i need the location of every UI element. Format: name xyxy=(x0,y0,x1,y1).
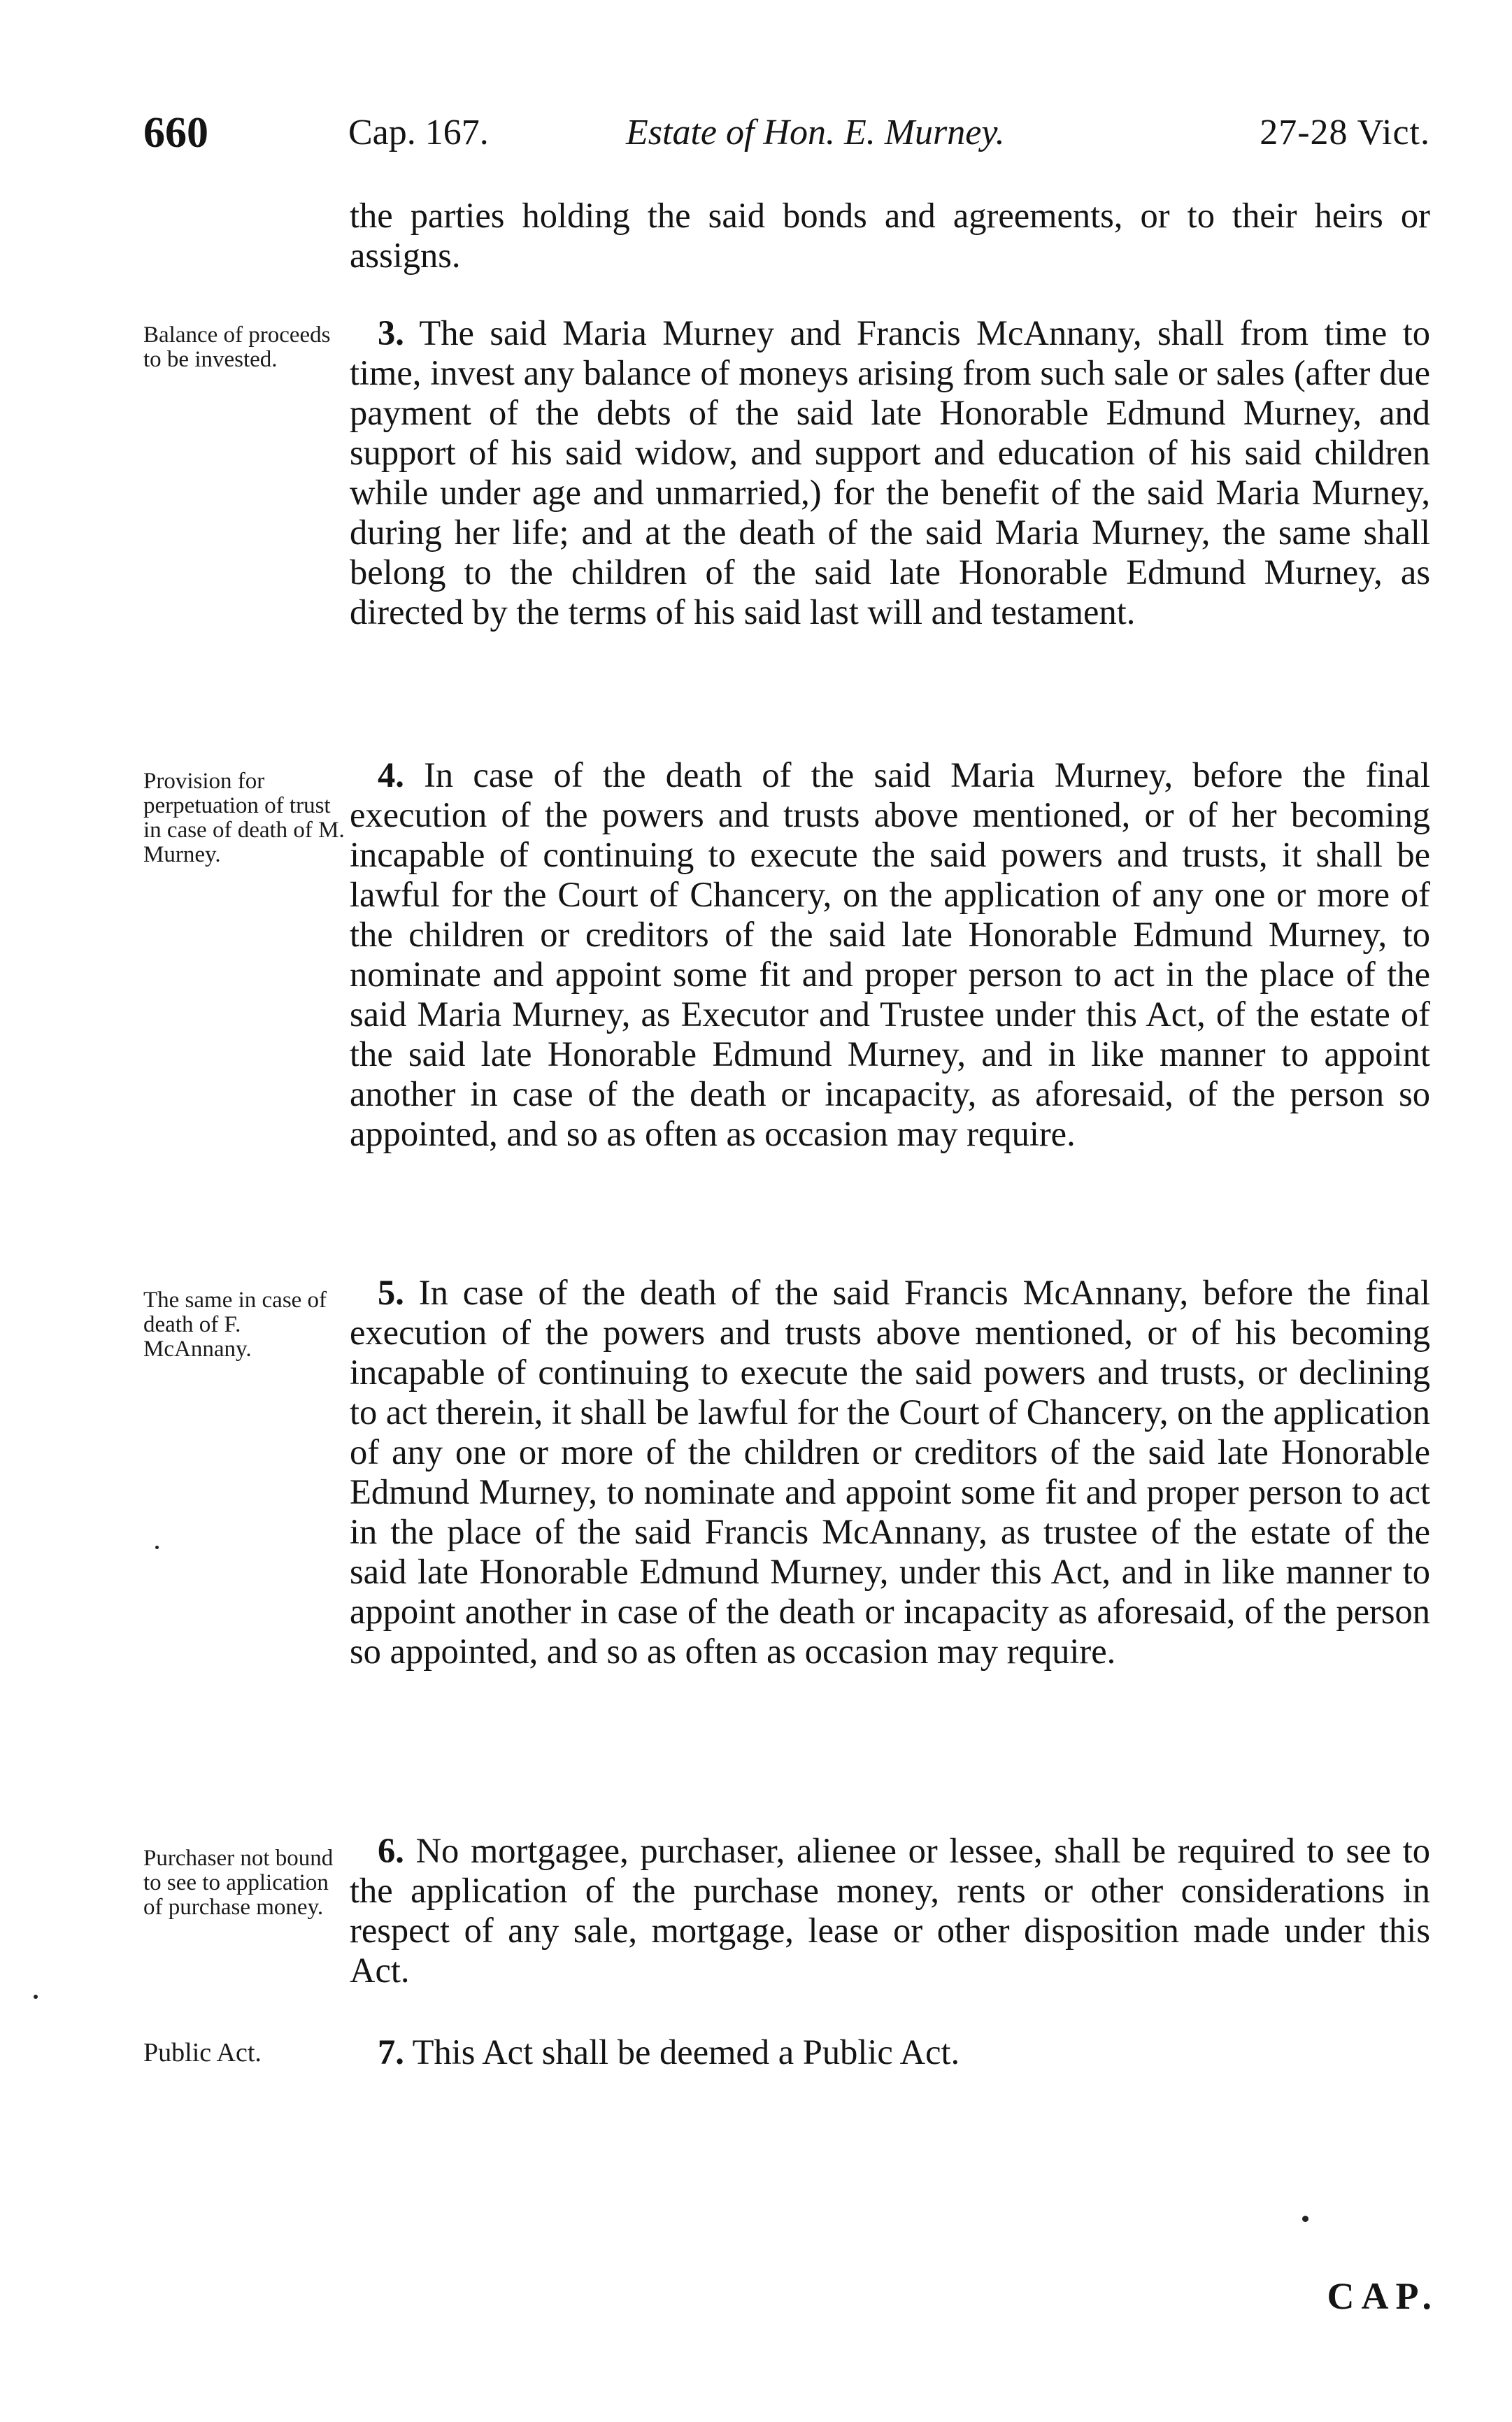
section-5 xyxy=(350,1273,1430,1672)
scan-speck xyxy=(1302,2216,1308,2222)
margin-note-section-5: The same in case of death of F. McAnnany. xyxy=(143,1288,327,1362)
section-number: 5. xyxy=(378,1273,404,1312)
margin-note-section-6: Purchaser not bound to see to application of purchase money. xyxy=(143,1846,334,1920)
scan-speck xyxy=(34,1995,38,1999)
section-number: 6. xyxy=(378,1831,404,1870)
section-text: This Act shall be deemed a Public Act. xyxy=(412,2032,960,2072)
continuation-paragraph xyxy=(350,196,1430,276)
chapter-label: Cap. 167. xyxy=(348,113,489,152)
section-6 xyxy=(350,1831,1430,1990)
session-label: 27-28 Vict. xyxy=(1260,113,1430,152)
catchword: CAP. xyxy=(1327,2275,1439,2317)
section-7 xyxy=(350,2032,1430,2072)
section-number: 3. xyxy=(378,313,404,352)
running-header xyxy=(143,105,1430,161)
section-text: The said Maria Murney and Francis McAnnany, shall from time to time, invest any balance of moneys arising from such sale or sales (after due payment of the debts of the said late Honorable Edmund Murney, and support of his said widow, and support and education of his said children while under age and unmarried,) for the benefit of the said Maria Murney, during her life; and at the death of the said Maria Murney, the same shall belong to the children of the said late Honorable Edmund Murney, as directed by the terms of his said last will and testament. xyxy=(350,313,1430,632)
section-text: In case of the death of the said Francis McAnnany, before the final execution of the powers and trusts above mentioned, or of his becoming incapable of continuing to execute the said powers and trusts, or declining to act therein, it shall be lawful for the Court of Chancery, on the application of any one or more of the children or creditors of the said late Honorable Edmund Murney, to nominate and appoint some fit and proper person to act in the place of the said Francis McAnnany, as trustee of the estate of the said late Honorable Edmund Murney, under this Act, and in like manner to appoint another in case of the death or incapacity as aforesaid, of the person so appointed, and so as often as occasion may require. xyxy=(350,1273,1430,1671)
margin-note-section-4: Provision for perpetuation of trust in case of death of M. Murney. xyxy=(143,769,345,867)
section-text: In case of the death of the said Maria Murney, before the final execution of the powers and trusts above mentioned, or of her becoming incapable of continuing to execute the said powers and trusts, it shall be lawful for the Court of Chancery, on the application of any one or more of the children or creditors of the said late Honorable Edmund Murney, to nominate and appoint some fit and proper person to act in the place of the said Maria Murney, as Executor and Trustee under this Act, of the estate of the said late Honorable Edmund Murney, and in like manner to appoint another in case of the death or incapacity, as aforesaid, of the person so appointed, and so as often as occasion may require. xyxy=(350,755,1431,1153)
continuation-text: the parties holding the said bonds and agreements, or to their heirs or assigns. xyxy=(350,196,1430,275)
section-number: 4. xyxy=(378,755,404,795)
section-text: No mortgagee, purchaser, alienee or lessee, shall be required to see to the application of the purchase money, rents or other considerations in respect of any sale, mortgage, lease or other disposition made under this Act. xyxy=(350,1831,1430,1990)
margin-note-section-3: Balance of proceeds to be invested. xyxy=(143,322,331,372)
section-number: 7. xyxy=(378,2032,404,2072)
section-4 xyxy=(350,755,1430,1154)
margin-note-section-7: Public Act. xyxy=(143,2038,262,2067)
section-3 xyxy=(350,313,1430,632)
act-title: Estate of Hon. E. Murney. xyxy=(626,113,1005,152)
scan-speck xyxy=(155,1546,159,1549)
page-number: 660 xyxy=(143,109,208,157)
